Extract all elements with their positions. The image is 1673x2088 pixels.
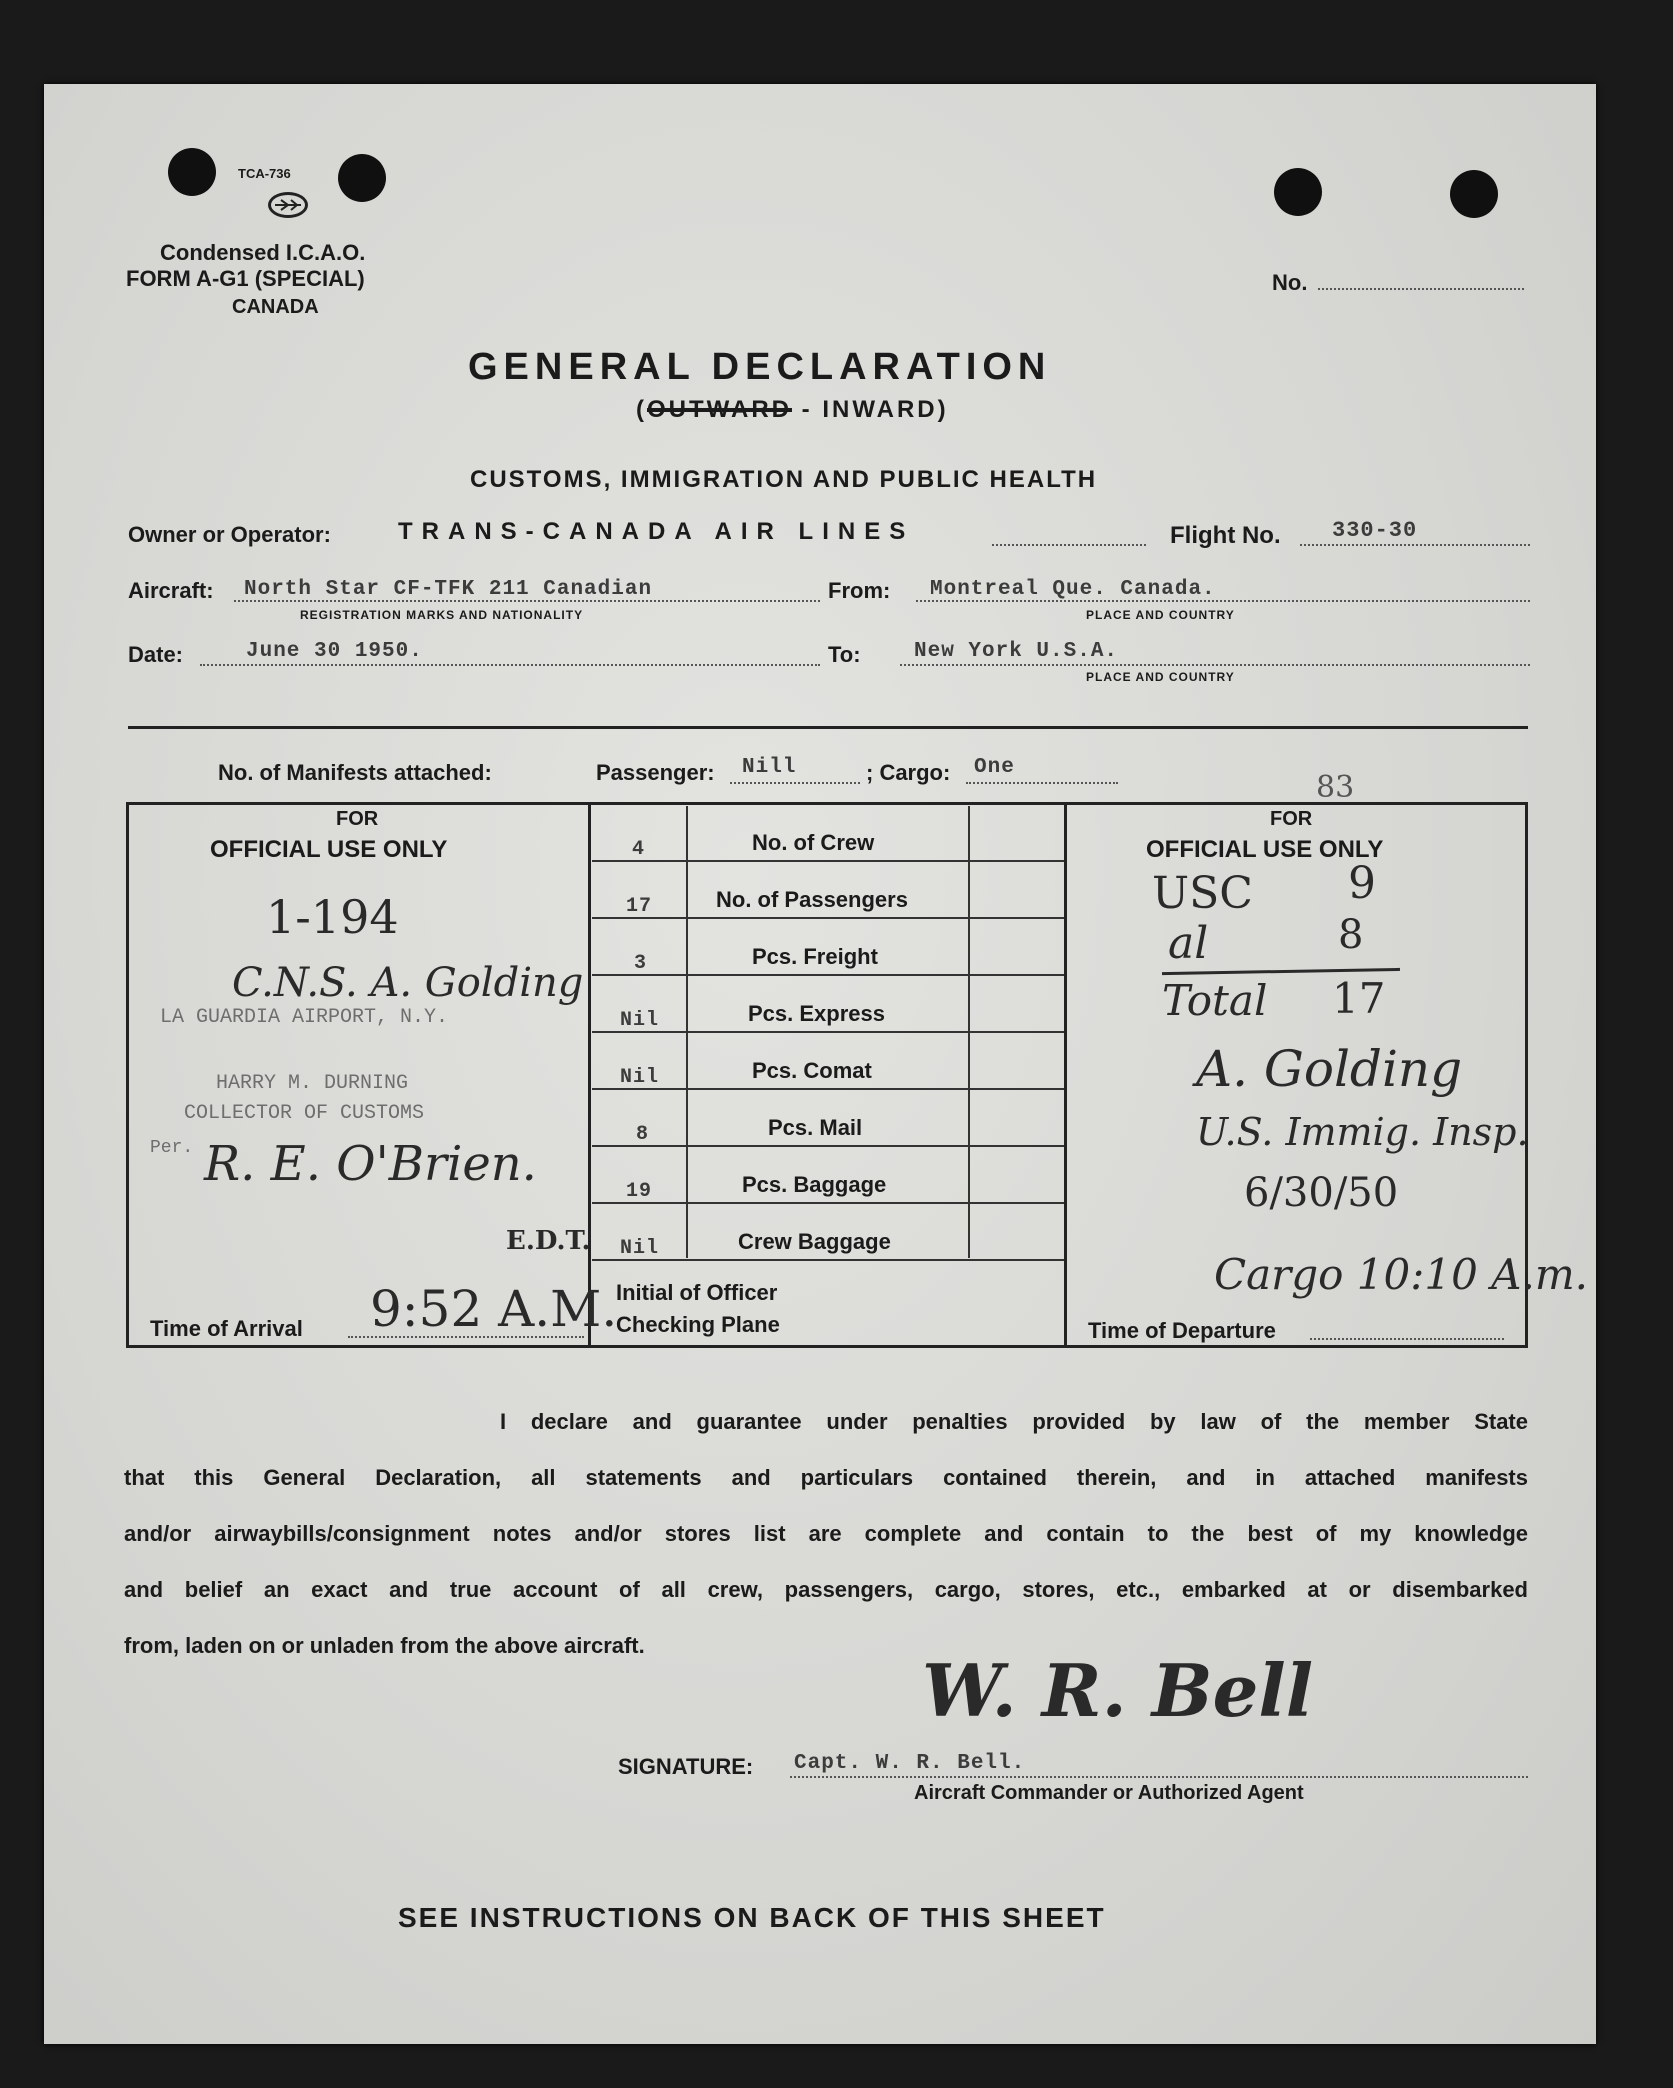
declaration-line: from, laden on or unladen from the above aircraft. bbox=[124, 1633, 645, 1658]
owner-label: Owner or Operator: bbox=[128, 522, 331, 547]
form-line-3: CANADA bbox=[232, 296, 319, 318]
stamp-per: Per. bbox=[150, 1138, 194, 1158]
hand-total-value: 17 bbox=[1332, 974, 1386, 1023]
count-value-crew: 4 bbox=[632, 838, 646, 861]
official-right-heading-1: FOR bbox=[1270, 808, 1313, 830]
direction-line: (OUTWARD - INWARD) bbox=[636, 396, 949, 423]
count-label-baggage: Pcs. Baggage bbox=[742, 1172, 887, 1197]
aircraft-value: North Star CF-TFK 211 Canadian bbox=[244, 578, 653, 601]
hand-total-label: Total bbox=[1162, 976, 1268, 1025]
page-title: GENERAL DECLARATION bbox=[468, 346, 1052, 388]
from-value: Montreal Que. Canada. bbox=[930, 578, 1216, 601]
hand-commander-signature: W. R. Bell bbox=[922, 1648, 1314, 1733]
count-label-express: Pcs. Express bbox=[748, 1001, 885, 1026]
declaration-line: that this General Declaration, all statements and particulars contained therein, and in attached manifests bbox=[124, 1465, 1528, 1490]
form-code: TCA-736 bbox=[238, 166, 291, 181]
manifest-hand-number: 83 bbox=[1316, 770, 1355, 805]
subtitle: CUSTOMS, IMMIGRATION AND PUBLIC HEALTH bbox=[470, 466, 1098, 493]
aircraft-label: Aircraft: bbox=[128, 578, 214, 603]
hand-departure-time: Cargo 10:10 A.m. bbox=[1214, 1250, 1589, 1299]
hand-immig-sign-1: A. Golding bbox=[1196, 1040, 1463, 1098]
owner-value: TRANS-CANADA AIR LINES bbox=[398, 518, 915, 545]
punch-hole bbox=[1450, 170, 1498, 218]
passenger-value: Nill bbox=[742, 756, 797, 779]
declaration-line: I declare and guarantee under penalties provided by law of the member State bbox=[500, 1409, 1528, 1434]
stamp-line-2: HARRY M. DURNING bbox=[216, 1072, 409, 1095]
manifests-label: No. of Manifests attached: bbox=[218, 760, 492, 785]
declaration-line: and belief an exact and true account of all crew, passengers, cargo, stores, etc., embarked at or disembarked bbox=[124, 1577, 1528, 1602]
signature-typed-name: Capt. W. R. Bell. bbox=[794, 1752, 1026, 1775]
struck-direction: OUTWARD bbox=[647, 396, 792, 423]
count-label-crew: No. of Crew bbox=[752, 830, 875, 855]
date-label: Date: bbox=[128, 642, 184, 667]
divider bbox=[128, 726, 1528, 729]
aircraft-caption: REGISTRATION MARKS AND NATIONALITY bbox=[300, 608, 584, 622]
hand-al-label: al bbox=[1168, 918, 1209, 969]
count-value-crew-baggage: Nil bbox=[620, 1237, 660, 1260]
official-left-heading-1: FOR bbox=[336, 808, 379, 830]
to-value: New York U.S.A. bbox=[914, 640, 1119, 663]
footer-instructions: SEE INSTRUCTIONS ON BACK OF THIS SHEET bbox=[398, 1902, 1106, 1933]
count-label-freight: Pcs. Freight bbox=[752, 944, 878, 969]
passenger-label: Passenger: bbox=[596, 760, 715, 785]
count-value-passengers: 17 bbox=[626, 895, 653, 918]
from-label: From: bbox=[828, 578, 891, 603]
hand-officer-sign: R. E. O'Brien. bbox=[204, 1136, 537, 1192]
flight-value: 330-30 bbox=[1332, 518, 1418, 543]
official-left-heading-2: OFFICIAL USE ONLY bbox=[210, 836, 448, 863]
airline-logo-icon bbox=[268, 192, 308, 218]
count-value-freight: 3 bbox=[634, 952, 648, 975]
signature-label: SIGNATURE: bbox=[618, 1754, 754, 1779]
count-label-comat: Pcs. Comat bbox=[752, 1058, 872, 1083]
from-caption: PLACE AND COUNTRY bbox=[1086, 608, 1235, 622]
count-value-baggage: 19 bbox=[626, 1180, 653, 1203]
departure-label: Time of Departure bbox=[1088, 1318, 1276, 1343]
hand-al-value: 8 bbox=[1338, 912, 1364, 958]
to-caption: PLACE AND COUNTRY bbox=[1086, 670, 1235, 684]
form-line-1: Condensed I.C.A.O. bbox=[160, 240, 366, 265]
count-label-crew-baggage: Crew Baggage bbox=[738, 1229, 891, 1254]
count-value-mail: 8 bbox=[636, 1123, 650, 1146]
hand-immig-date: 6/30/50 bbox=[1244, 1170, 1399, 1216]
cargo-label: ; Cargo: bbox=[866, 760, 951, 785]
hand-ref-number: 1-194 bbox=[266, 890, 399, 944]
punch-hole bbox=[1274, 168, 1322, 216]
signature-caption: Aircraft Commander or Authorized Agent bbox=[914, 1782, 1304, 1804]
count-value-comat: Nil bbox=[620, 1066, 660, 1089]
official-right-heading-2: OFFICIAL USE ONLY bbox=[1146, 836, 1384, 863]
flight-label: Flight No. bbox=[1170, 522, 1281, 549]
stamp-line-1: LA GUARDIA AIRPORT, N.Y. bbox=[160, 1006, 449, 1029]
form-line-2: FORM A-G1 (SPECIAL) bbox=[126, 266, 365, 291]
hand-customs-sign: C.N.S. A. Golding bbox=[232, 960, 584, 1006]
count-label-passengers: No. of Passengers bbox=[716, 887, 908, 912]
hand-usc-value: 9 bbox=[1348, 858, 1376, 909]
arrival-label: Time of Arrival bbox=[150, 1316, 303, 1341]
punch-hole bbox=[168, 148, 216, 196]
hand-time-zone: E.D.T. bbox=[506, 1226, 591, 1256]
cargo-value: One bbox=[974, 756, 1015, 779]
initial-officer-label-1: Initial of Officer bbox=[616, 1280, 778, 1305]
to-label: To: bbox=[828, 642, 861, 667]
punch-hole bbox=[338, 154, 386, 202]
date-value: June 30 1950. bbox=[246, 640, 423, 663]
no-label: No. bbox=[1272, 270, 1308, 295]
declaration-line: and/or airwaybills/consignment notes and/or stores list are complete and contain to the best of my knowledge bbox=[124, 1521, 1528, 1546]
count-label-mail: Pcs. Mail bbox=[768, 1115, 863, 1140]
count-value-express: Nil bbox=[620, 1009, 660, 1032]
hand-arrival-time: 9:52 A.M. bbox=[370, 1280, 618, 1338]
hand-immig-sign-2: U.S. Immig. Insp. bbox=[1196, 1110, 1529, 1154]
initial-officer-label-2: Checking Plane bbox=[616, 1312, 780, 1337]
declaration-text bbox=[124, 1394, 1528, 1674]
stamp-line-3: COLLECTOR OF CUSTOMS bbox=[184, 1102, 425, 1125]
hand-usc-label: USC bbox=[1152, 868, 1253, 919]
